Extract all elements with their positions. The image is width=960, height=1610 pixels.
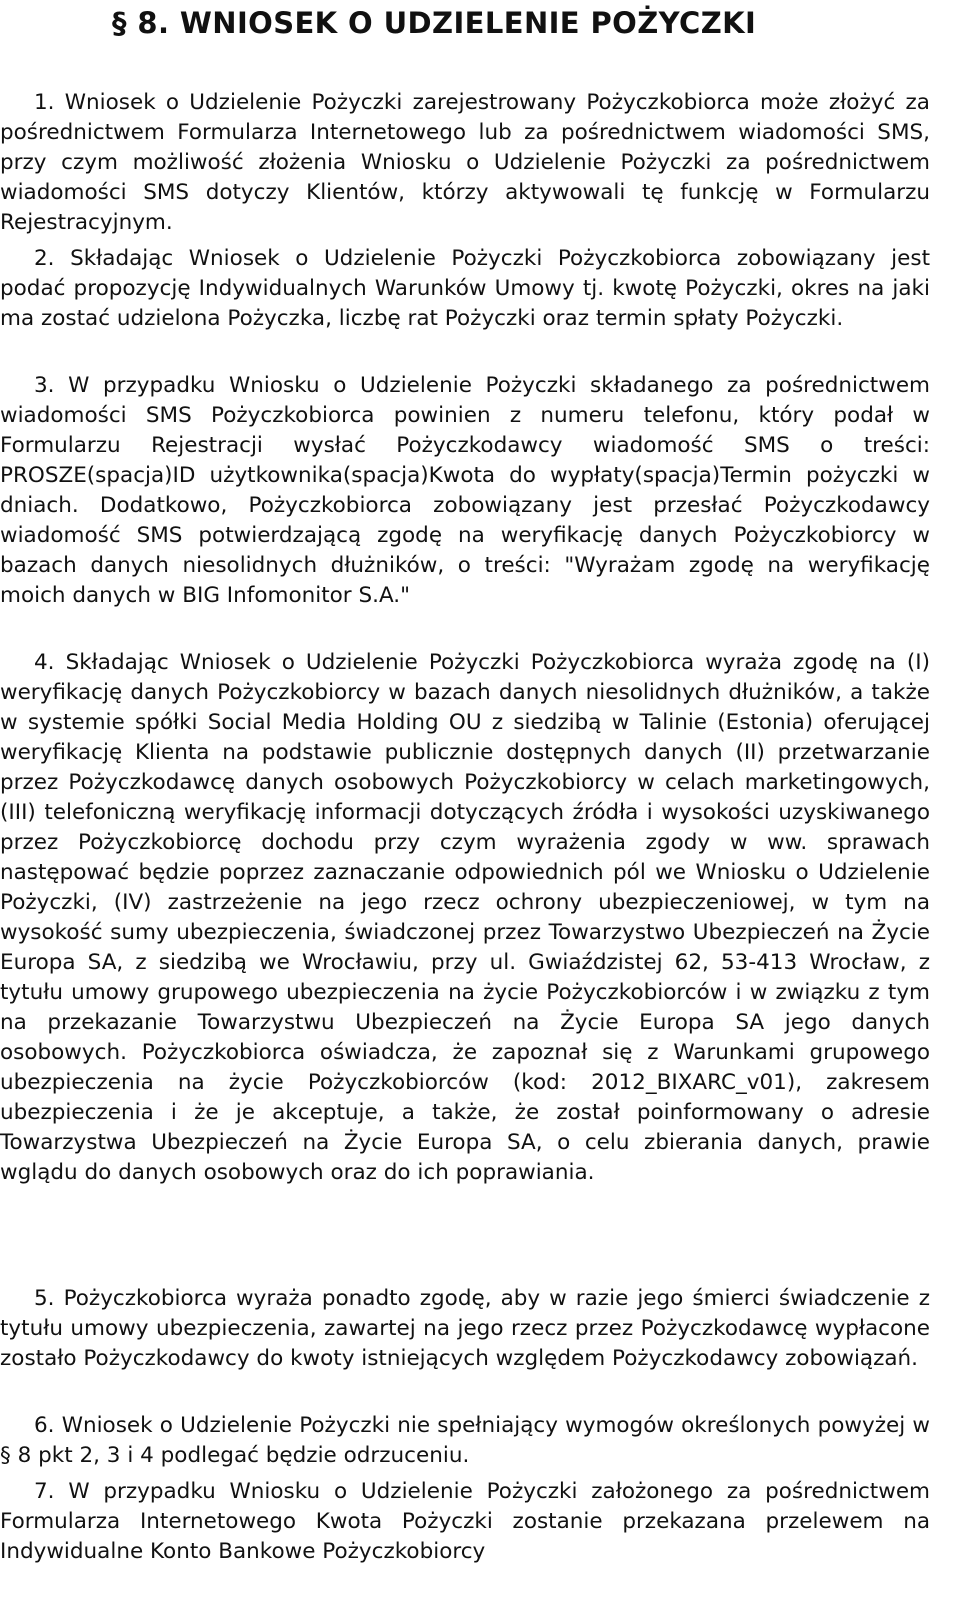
paragraph-number: 2.: [34, 246, 55, 271]
paragraph-3: [0, 371, 930, 611]
paragraph-text: Wniosek o Udzielenie Pożyczki zarejestrowany Pożyczkobiorca może złożyć za pośrednictwem Formularza Internetowego lub za pośrednictwem wiadomości SMS, przy czym możliwość złożenia Wniosku o Udzielenie Pożyczki za pośrednictwem wiadomości SMS dotyczy Klientów, którzy aktywowali tę funkcję w Formularzu Rejestracyjnym.: [0, 90, 930, 235]
paragraph-number: 1.: [34, 90, 55, 115]
paragraph-4: [0, 648, 930, 1188]
paragraph-number: 5.: [34, 1286, 55, 1311]
paragraph-7: [0, 1477, 930, 1567]
paragraph-text: Pożyczkobiorca wyraża ponadto zgodę, aby w razie jego śmierci świadczenie z tytułu umowy ubezpieczenia, zawartej na jego rzecz przez Pożyczkodawcę wypłacone zostało Pożyczkodawcy do kwoty istniejących względem Pożyczkodawcy zobowiązań.: [0, 1286, 930, 1371]
section-heading: § 8. WNIOSEK O UDZIELENIE POŻYCZKI: [112, 6, 757, 40]
paragraph-2: [0, 244, 930, 334]
paragraph-number: 4.: [34, 650, 55, 675]
paragraph-text: Składając Wniosek o Udzielenie Pożyczki Pożyczkobiorca wyraża zgodę na (I) weryfikację danych Pożyczkobiorcy w bazach danych niesolidnych dłużników, a także w systemie spółki Social Media Holding OU z siedzibą w Talinie (Estonia) oferującej weryfikację Klienta na podstawie publicznie dostępnych danych (II) przetwarzanie przez Pożyczkodawcę danych osobowych Pożyczkobiorcy w celach marketingowych, (III) telefoniczną weryfikację informacji dotyczących źródła i wysokości uzyskiwanego przez Pożyczkobiorcę dochodu przy czym wyrażenia zgody w ww. sprawach następować będzie poprzez zaznaczanie odpowiednich pól we Wniosku o Udzielenie Pożyczki, (IV) zastrzeżenie na jego rzecz ochrony ubezpieczeniowej, w tym na wysokość sumy ubezpieczenia, świadczonej przez Towarzystwo Ubezpieczeń na Życie Europa SA, z siedzibą we Wrocławiu, przy ul. Gwiaździstej 62, 53-413 Wrocław, z tytułu umowy grupowego ubezpieczenia na życie Pożyczkobiorców i w związku z tym na przekazanie Towarzystwu Ubezpieczeń na Życie Europa SA jego danych osobowych. Pożyczkobiorca oświadcza, że zapoznał się z Warunkami grupowego ubezpieczenia na życie Pożyczkobiorców (kod: 2012_BIXARC_v01), zakresem ubezpieczenia i że je akceptuje, a także, że został poinformowany o adresie Towarzystwa Ubezpieczeń na Życie Europa SA, o celu zbierania danych, prawie wglądu do danych osobowych oraz do ich poprawiania.: [0, 650, 930, 1185]
paragraph-5: [0, 1284, 930, 1374]
paragraph-text: Składając Wniosek o Udzielenie Pożyczki Pożyczkobiorca zobowiązany jest podać propozycję Indywidualnych Warunków Umowy tj. kwotę Pożyczki, okres na jaki ma zostać udzielona Pożyczka, liczbę rat Pożyczki oraz termin spłaty Pożyczki.: [0, 246, 930, 331]
paragraph-number: 7.: [34, 1479, 55, 1504]
paragraph-1: [0, 88, 930, 238]
paragraph-text: Wniosek o Udzielenie Pożyczki nie spełniający wymogów określonych powyżej w § 8 pkt 2, 3 i 4 podlegać będzie odrzuceniu.: [0, 1413, 930, 1468]
paragraph-number: 3.: [34, 373, 55, 398]
paragraph-6: [0, 1411, 930, 1471]
paragraph-text: W przypadku Wniosku o Udzielenie Pożyczki założonego za pośrednictwem Formularza Internetowego Kwota Pożyczki zostanie przekazana przelewem na Indywidualne Konto Bankowe Pożyczkobiorcy: [0, 1479, 930, 1564]
paragraph-number: 6.: [34, 1413, 55, 1438]
paragraph-text: W przypadku Wniosku o Udzielenie Pożyczki składanego za pośrednictwem wiadomości SMS Pożyczkobiorca powinien z numeru telefonu, który podał w Formularzu Rejestracji wysłać Pożyczkodawcy wiadomość SMS o treści: PROSZE(spacja)ID użytkownika(spacja)Kwota do wypłaty(spacja)Termin pożyczki w dniach. Dodatkowo, Pożyczkobiorca zobowiązany jest przesłać Pożyczkodawcy wiadomość SMS potwierdzającą zgodę na weryfikację danych Pożyczkobiorcy w bazach danych niesolidnych dłużników, o treści: "Wyrażam zgodę na weryfikację moich danych w BIG Infomonitor S.A.": [0, 373, 930, 608]
